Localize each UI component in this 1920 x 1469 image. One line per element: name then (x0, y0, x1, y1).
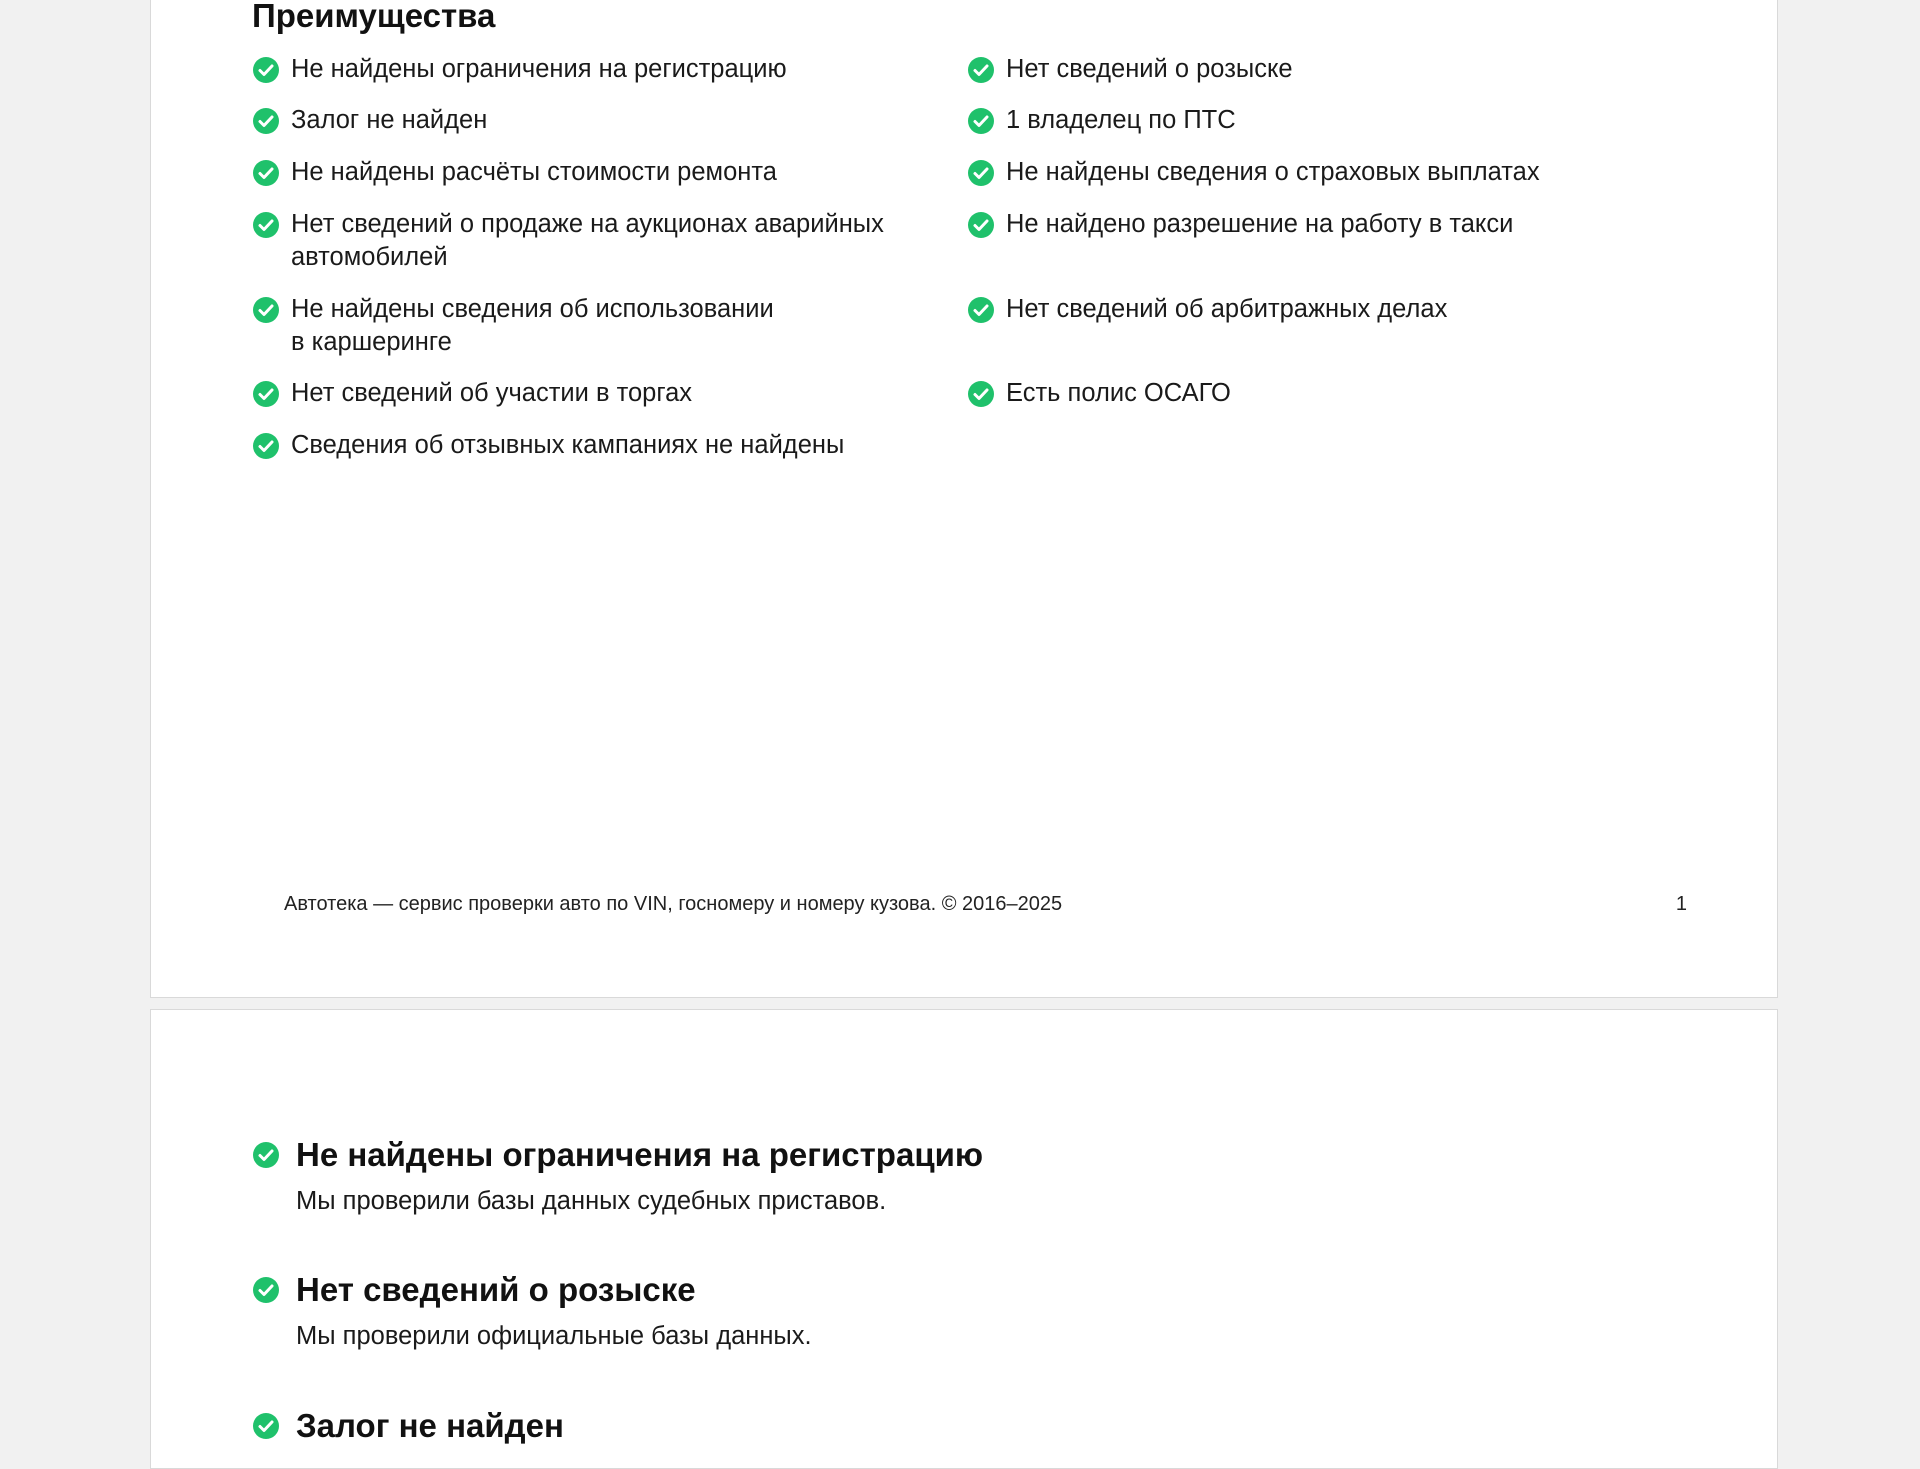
advantage-text: Нет сведений об участии в торгах (291, 379, 693, 407)
advantage-text-line2: в каршеринге (291, 328, 452, 356)
detail-title: Не найдены ограничения на регистрацию (296, 1136, 984, 1173)
advantage-text: Не найдены расчёты стоимости ремонта (291, 158, 777, 186)
advantage-text: Не найдены сведения об использовании (291, 295, 774, 323)
advantage-text: Нет сведений о продаже на аукционах аварийных (291, 210, 884, 238)
advantage-text: Не найдены сведения о страховых выплатах (1006, 158, 1540, 186)
document-page-2 (150, 1009, 1778, 1469)
detail-title: Нет сведений о розыске (296, 1271, 696, 1308)
detail-description: Мы проверили официальные базы данных. (296, 1322, 812, 1350)
page-footer-text: Автотека — сервис проверки авто по VIN, госномеру и номеру кузова. © 2016–2025 (284, 893, 1063, 915)
advantages-title: Преимущества (252, 0, 496, 34)
check-circle-icon (252, 159, 280, 187)
check-circle-icon (252, 380, 280, 408)
advantage-text: Нет сведений об арбитражных делах (1006, 295, 1448, 323)
check-circle-icon (967, 107, 995, 135)
check-circle-icon (967, 211, 995, 239)
advantage-text-line2: автомобилей (291, 243, 448, 271)
check-circle-icon (252, 56, 280, 84)
check-circle-icon (252, 1141, 280, 1169)
advantage-text: Сведения об отзывных кампаниях не найдены (291, 431, 845, 459)
check-circle-icon (252, 1412, 280, 1440)
page-number: 1 (1675, 893, 1687, 915)
check-circle-icon (252, 107, 280, 135)
check-circle-icon (967, 296, 995, 324)
check-circle-icon (967, 56, 995, 84)
check-circle-icon (252, 432, 280, 460)
check-circle-icon (252, 296, 280, 324)
advantage-text: Не найдено разрешение на работу в такси (1006, 210, 1514, 238)
advantage-text: Не найдены ограничения на регистрацию (291, 55, 787, 83)
check-circle-icon (252, 1276, 280, 1304)
detail-title: Залог не найден (296, 1407, 564, 1444)
check-circle-icon (967, 380, 995, 408)
check-circle-icon (967, 159, 995, 187)
advantage-text: Нет сведений о розыске (1006, 55, 1293, 83)
check-circle-icon (252, 211, 280, 239)
advantage-text: Есть полис ОСАГО (1006, 379, 1231, 407)
document-page-1 (150, 0, 1778, 998)
detail-description: Мы проверили базы данных судебных приставов. (296, 1187, 887, 1215)
advantage-text: Залог не найден (291, 106, 488, 134)
advantage-text: 1 владелец по ПТС (1006, 106, 1236, 134)
